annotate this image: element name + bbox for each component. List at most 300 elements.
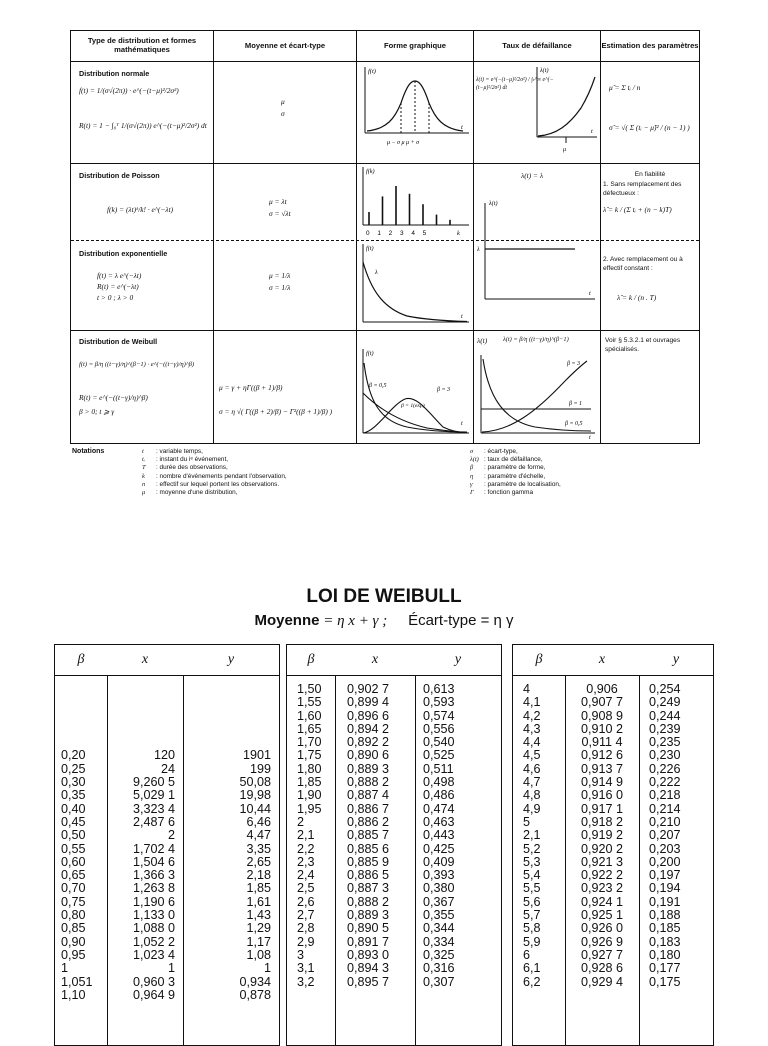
table-row bbox=[55, 949, 279, 962]
exponential-density-graph bbox=[357, 242, 473, 330]
column-header: x bbox=[107, 645, 183, 676]
table-row bbox=[513, 962, 713, 975]
y-cell: 0,574 bbox=[423, 708, 455, 723]
weibull-sd: σ = η √( Γ((β + 2)/β) − Γ²((β + 1)/β) ) bbox=[219, 407, 333, 416]
beta-cell: 2 bbox=[297, 814, 305, 829]
x-cell: 0,899 4 bbox=[347, 695, 390, 710]
normal-density-graph bbox=[357, 63, 473, 163]
poisson-est-case2: 2. Avec remplacement ou à effectif constant : bbox=[603, 256, 683, 272]
beta-cell: 1,80 bbox=[297, 761, 322, 776]
x-cell: 0,917 1 bbox=[580, 801, 624, 816]
y-cell: 0,443 bbox=[423, 828, 455, 843]
x-cell: 1,133 0 bbox=[132, 908, 175, 923]
table-row bbox=[55, 776, 279, 789]
beta-cell: 3,2 bbox=[297, 974, 315, 989]
notation-item: η : paramètre d'échelle, bbox=[470, 472, 546, 480]
x-cell: 0,891 7 bbox=[347, 934, 390, 949]
x-cell: 0,902 7 bbox=[347, 682, 390, 696]
beta-cell: 0,75 bbox=[61, 894, 86, 909]
beta-cell: 0,70 bbox=[61, 881, 86, 896]
normal-failure-rate-graph bbox=[531, 63, 599, 163]
x-cell: 0,922 2 bbox=[580, 868, 624, 883]
x-cell: 0,886 7 bbox=[347, 801, 390, 816]
poisson-sd: σ = √λt bbox=[269, 209, 291, 218]
y-cell: 1,29 bbox=[246, 921, 271, 936]
poisson-est-heading: En fiabilité bbox=[634, 171, 666, 178]
normal-est-mu: μ̂ = Σ tᵢ / n bbox=[609, 83, 641, 92]
poisson-graph-xlabel: k bbox=[457, 230, 460, 237]
beta-cell: 1,50 bbox=[297, 682, 322, 696]
y-cell: 0,214 bbox=[649, 801, 681, 816]
table-row bbox=[513, 829, 713, 842]
y-cell: 0,613 bbox=[423, 682, 455, 696]
y-cell: 0,934 bbox=[239, 974, 271, 989]
x-cell: 0,889 3 bbox=[347, 761, 390, 776]
beta-cell: 2,7 bbox=[297, 908, 315, 923]
beta-cell: 0,90 bbox=[61, 934, 86, 949]
column-header: β bbox=[287, 645, 335, 676]
beta-cell: 1,75 bbox=[297, 748, 322, 763]
table-row bbox=[55, 843, 279, 856]
x-cell: 0,885 7 bbox=[347, 828, 390, 843]
x-cell: 3,323 4 bbox=[132, 801, 175, 816]
exponential-graph-ylabel: f(t) bbox=[366, 245, 374, 252]
table-row bbox=[513, 936, 713, 949]
table-row bbox=[513, 949, 713, 962]
y-cell: 0,244 bbox=[649, 708, 681, 723]
beta-cell: 5,2 bbox=[523, 841, 541, 856]
x-cell: 2 bbox=[167, 828, 175, 843]
beta-cell: 4,4 bbox=[523, 735, 541, 750]
poisson-title: Distribution de Poisson bbox=[79, 171, 160, 180]
y-cell: 0,210 bbox=[649, 814, 681, 829]
y-cell: 6,46 bbox=[246, 814, 271, 829]
beta-cell: 1,10 bbox=[61, 987, 86, 1002]
poisson-graph-ticks: 0 1 2 3 4 5 bbox=[366, 230, 430, 237]
x-cell: 0,894 2 bbox=[347, 721, 390, 736]
x-cell: 0,894 3 bbox=[347, 961, 390, 976]
table-row bbox=[55, 909, 279, 922]
header-failure-rate: Taux de défaillance bbox=[474, 31, 600, 62]
y-cell: 0,486 bbox=[423, 788, 455, 803]
y-cell: 0,316 bbox=[423, 961, 455, 976]
table-row bbox=[513, 882, 713, 895]
beta-cell: 3,1 bbox=[297, 961, 315, 976]
y-cell: 1,08 bbox=[246, 947, 271, 962]
table-row bbox=[287, 749, 501, 762]
notations-right bbox=[470, 448, 561, 497]
poisson-est-case2-formula: λ̂ = k / (n . T) bbox=[617, 293, 657, 302]
table-row bbox=[287, 696, 501, 709]
x-cell: 0,895 7 bbox=[347, 974, 390, 989]
normal-sd: σ bbox=[281, 109, 285, 118]
header-parameter-estimation: Estimation des paramètres bbox=[601, 31, 699, 62]
x-cell: 9,260 5 bbox=[132, 775, 175, 790]
beta-cell: 1,90 bbox=[297, 788, 322, 803]
beta-cell: 0,65 bbox=[61, 868, 86, 883]
weibull-graph-ylabel: f(t) bbox=[366, 350, 374, 357]
table-row bbox=[55, 696, 279, 709]
exponential-title: Distribution exponentielle bbox=[79, 249, 168, 258]
table-row bbox=[287, 776, 501, 789]
weibull-table-title: LOI DE WEIBULL bbox=[306, 586, 462, 607]
table-row bbox=[55, 816, 279, 829]
x-cell: 0,960 3 bbox=[132, 974, 175, 989]
x-cell: 1,504 6 bbox=[132, 854, 175, 869]
x-cell: 0,906 bbox=[586, 682, 618, 696]
y-cell: 0,380 bbox=[423, 881, 455, 896]
y-cell: 0,593 bbox=[423, 695, 455, 710]
table-row bbox=[287, 803, 501, 816]
x-cell: 0,924 1 bbox=[580, 894, 624, 909]
normal-rate-mu: μ bbox=[563, 146, 567, 153]
table-row bbox=[513, 856, 713, 869]
weibull-rate-ylabel: λ(t) bbox=[477, 336, 488, 345]
table-row bbox=[287, 710, 501, 723]
x-cell: 1 bbox=[167, 961, 175, 976]
beta-cell: 4,7 bbox=[523, 775, 541, 790]
table-row bbox=[55, 710, 279, 723]
beta-cell: 4,3 bbox=[523, 721, 541, 736]
y-cell: 0,207 bbox=[649, 828, 681, 843]
beta-cell: 2,2 bbox=[297, 841, 315, 856]
table-row bbox=[287, 683, 501, 696]
table-row bbox=[55, 763, 279, 776]
table-row bbox=[287, 949, 501, 962]
x-cell: 0,925 1 bbox=[580, 908, 624, 923]
x-cell: 0,890 6 bbox=[347, 748, 390, 763]
y-cell: 0,200 bbox=[649, 854, 681, 869]
y-cell: 2,65 bbox=[246, 854, 271, 869]
beta-cell: 5 bbox=[523, 814, 531, 829]
weibull-table-block-1 bbox=[54, 644, 280, 1046]
beta-cell: 1 bbox=[61, 961, 69, 976]
x-cell: 0,889 3 bbox=[347, 908, 390, 923]
beta-cell: 5,8 bbox=[523, 921, 541, 936]
x-cell: 0,928 6 bbox=[580, 961, 624, 976]
y-cell: 0,325 bbox=[423, 947, 455, 962]
table-row bbox=[55, 976, 279, 989]
weibull-est-text: Voir § 5.3.2.1 et ouvrages spécialisés. bbox=[605, 337, 681, 353]
y-cell: 0,194 bbox=[649, 881, 681, 896]
x-cell: 0,888 2 bbox=[347, 775, 390, 790]
notation-item: n : effectif sur lequel portent les observations. bbox=[142, 480, 280, 488]
y-cell: 0,307 bbox=[423, 974, 455, 989]
table-row bbox=[287, 763, 501, 776]
weibull-rate-xlabel: t bbox=[589, 434, 591, 441]
y-cell: 0,355 bbox=[423, 908, 455, 923]
notation-item: t : variable temps, bbox=[142, 448, 203, 455]
x-cell: 0,890 5 bbox=[347, 921, 390, 936]
table-row bbox=[287, 829, 501, 842]
poisson-graph bbox=[357, 165, 473, 240]
y-cell: 0,540 bbox=[423, 735, 455, 750]
y-cell: 0,183 bbox=[649, 934, 681, 949]
weibull-rate-label-3: β = 3 bbox=[567, 361, 581, 367]
beta-cell: 0,35 bbox=[61, 788, 86, 803]
exponential-f-formula: f(t) = λ e^(−λt) bbox=[97, 271, 142, 280]
x-cell: 0,923 2 bbox=[580, 881, 624, 896]
column-header: β bbox=[55, 645, 107, 676]
y-cell: 0,393 bbox=[423, 868, 455, 883]
poisson-rate-level: λ bbox=[477, 246, 480, 253]
notation-item: λ(t) : taux de défaillance, bbox=[470, 456, 543, 464]
beta-cell: 2,1 bbox=[523, 828, 541, 843]
weibull-failure-rate-graph bbox=[475, 351, 599, 441]
table-row bbox=[513, 976, 713, 989]
beta-cell: 0,45 bbox=[61, 814, 86, 829]
beta-cell: 0,95 bbox=[61, 947, 86, 962]
y-cell: 0,474 bbox=[423, 801, 455, 816]
y-cell: 0,249 bbox=[649, 695, 681, 710]
table-row bbox=[287, 856, 501, 869]
y-cell: 1 bbox=[263, 961, 271, 976]
table-row bbox=[287, 922, 501, 935]
beta-cell: 1,60 bbox=[297, 708, 322, 723]
weibull-rate-formula: λ(t) = β/η ((t−γ)/η)^(β−1) bbox=[503, 336, 569, 343]
weibull-graph-label-3: β = 3 bbox=[437, 387, 451, 393]
y-cell: 1,85 bbox=[246, 881, 271, 896]
beta-cell: 4,9 bbox=[523, 801, 541, 816]
table-row bbox=[287, 962, 501, 975]
beta-cell: 0,20 bbox=[61, 748, 86, 763]
beta-cell: 3 bbox=[297, 947, 305, 962]
x-cell: 0,918 2 bbox=[580, 814, 624, 829]
x-cell: 24 bbox=[160, 761, 175, 776]
table-row bbox=[513, 710, 713, 723]
beta-cell: 2,5 bbox=[297, 881, 315, 896]
y-cell: 0,180 bbox=[649, 947, 681, 962]
x-cell: 0,929 4 bbox=[580, 974, 624, 989]
notations-left bbox=[142, 448, 287, 497]
y-cell: 0,367 bbox=[423, 894, 455, 909]
beta-cell: 0,50 bbox=[61, 828, 86, 843]
table-row bbox=[287, 909, 501, 922]
beta-cell: 0,80 bbox=[61, 908, 86, 923]
beta-cell: 0,60 bbox=[61, 854, 86, 869]
table-row bbox=[55, 869, 279, 882]
exponential-sd: σ = 1/λ bbox=[269, 283, 291, 292]
y-cell: 50,08 bbox=[239, 775, 271, 790]
table-row bbox=[513, 723, 713, 736]
weibull-table-subtitle: Moyenne = η x + γ ; Écart-type = η γ bbox=[254, 612, 514, 629]
table-row bbox=[287, 896, 501, 909]
table-row bbox=[55, 922, 279, 935]
x-cell: 0,926 0 bbox=[580, 921, 624, 936]
notation-item: γ : paramètre de localisation, bbox=[470, 480, 561, 488]
y-cell: 1,17 bbox=[246, 934, 271, 949]
poisson-graph-ylabel: f(k) bbox=[366, 168, 375, 175]
table-row bbox=[55, 736, 279, 749]
table-row bbox=[513, 869, 713, 882]
weibull-density-graph bbox=[357, 333, 473, 441]
y-cell: 19,98 bbox=[239, 788, 271, 803]
y-cell: 0,334 bbox=[423, 934, 455, 949]
normal-title: Distribution normale bbox=[79, 69, 150, 78]
weibull-rate-label-1: β = 1 bbox=[569, 401, 583, 407]
column-header: x bbox=[335, 645, 415, 676]
exponential-conditions: t > 0 ; λ > 0 bbox=[97, 293, 134, 302]
normal-rate-ylabel: λ(t) bbox=[540, 67, 549, 74]
x-cell: 0,921 3 bbox=[580, 854, 624, 869]
beta-cell: 6,2 bbox=[523, 974, 541, 989]
normal-rate-formula: λ(t) = e^(−(t−μ)²/2σ²) / ∫ₜ^∞ e^(−(t−μ)²/2σ²) dt bbox=[476, 77, 554, 91]
poisson-rate-ylabel: λ(t) bbox=[489, 200, 498, 207]
column-header: y bbox=[639, 645, 713, 676]
poisson-est-case1-formula: λ̂ = k / (Σ tᵢ + (n − k)T) bbox=[603, 205, 672, 214]
weibull-f-formula: f(t) = β/η ((t−γ)/η)^(β−1) · e^(−((t−γ)/η)^β) bbox=[79, 361, 195, 368]
beta-cell: 0,55 bbox=[61, 841, 86, 856]
x-cell: 0,896 6 bbox=[347, 708, 390, 723]
table-row bbox=[513, 909, 713, 922]
y-cell: 2,18 bbox=[246, 868, 271, 883]
y-cell: 0,191 bbox=[649, 894, 681, 909]
normal-mean: μ bbox=[281, 97, 285, 106]
weibull-table-block-3 bbox=[512, 644, 714, 1046]
y-cell: 0,235 bbox=[649, 735, 681, 750]
x-cell: 1,263 8 bbox=[132, 881, 175, 896]
table-row bbox=[287, 789, 501, 802]
x-cell: 2,487 6 bbox=[132, 814, 175, 829]
weibull-table-block-2 bbox=[286, 644, 502, 1046]
table-row bbox=[55, 962, 279, 975]
y-cell: 0,511 bbox=[423, 761, 454, 776]
y-cell: 0,226 bbox=[649, 761, 681, 776]
weibull-conditions: β > 0; t ⩾ γ bbox=[79, 407, 115, 416]
table-row bbox=[287, 736, 501, 749]
beta-cell: 1,95 bbox=[297, 801, 322, 816]
x-cell: 0,885 6 bbox=[347, 841, 390, 856]
weibull-rate-label-05: β = 0,5 bbox=[565, 421, 583, 427]
y-cell: 0,344 bbox=[423, 921, 455, 936]
table-row bbox=[513, 776, 713, 789]
weibull-graph-label-1: β = 1(exp) bbox=[401, 403, 425, 409]
table-row bbox=[513, 763, 713, 776]
beta-cell: 4,6 bbox=[523, 761, 541, 776]
beta-cell: 4,2 bbox=[523, 708, 541, 723]
beta-cell: 5,4 bbox=[523, 868, 541, 883]
table-row bbox=[55, 683, 279, 696]
notation-item: σ : écart-type, bbox=[470, 448, 518, 455]
notation-item: μ : moyenne d'une distribution, bbox=[142, 488, 238, 496]
x-cell: 0,926 9 bbox=[580, 934, 624, 949]
x-cell: 0,911 4 bbox=[581, 735, 623, 750]
table-row bbox=[287, 869, 501, 882]
x-cell: 0,914 9 bbox=[580, 775, 624, 790]
beta-cell: 1,70 bbox=[297, 735, 322, 750]
column-header: x bbox=[565, 645, 639, 676]
table-row bbox=[55, 989, 279, 1002]
table-row bbox=[287, 723, 501, 736]
beta-cell: 1,65 bbox=[297, 721, 322, 736]
poisson-rate-xlabel: t bbox=[589, 290, 591, 297]
x-cell: 0,892 2 bbox=[347, 735, 390, 750]
weibull-title: Distribution de Weibull bbox=[79, 337, 158, 346]
header-graph-shape: Forme graphique bbox=[357, 31, 473, 62]
table-row bbox=[55, 856, 279, 869]
x-cell: 0,919 2 bbox=[580, 828, 624, 843]
weibull-graph-xlabel: t bbox=[461, 420, 463, 427]
x-cell: 1,023 4 bbox=[132, 947, 175, 962]
constant-failure-rate-graph bbox=[475, 191, 599, 306]
beta-cell: 2,4 bbox=[297, 868, 315, 883]
x-cell: 0,912 6 bbox=[580, 748, 624, 763]
y-cell: 0,525 bbox=[423, 748, 455, 763]
beta-cell: 0,25 bbox=[61, 761, 86, 776]
normal-graph-xlabel: t bbox=[461, 124, 463, 131]
column-header: y bbox=[183, 645, 279, 676]
beta-cell: 2,8 bbox=[297, 921, 315, 936]
x-cell: 0,893 0 bbox=[347, 947, 390, 962]
x-cell: 0,887 3 bbox=[347, 881, 390, 896]
exponential-r-formula: R(t) = e^(−λt) bbox=[97, 282, 139, 291]
column-header: y bbox=[415, 645, 501, 676]
beta-cell: 0,40 bbox=[61, 801, 86, 816]
beta-cell: 2,3 bbox=[297, 854, 315, 869]
y-cell: 0,218 bbox=[649, 788, 681, 803]
x-cell: 0,886 5 bbox=[347, 868, 390, 883]
table-row bbox=[287, 816, 501, 829]
table-row bbox=[513, 789, 713, 802]
table-row bbox=[55, 803, 279, 816]
y-cell: 0,197 bbox=[649, 868, 681, 883]
x-cell: 0,910 2 bbox=[580, 721, 624, 736]
beta-cell: 5,3 bbox=[523, 854, 541, 869]
x-cell: 5,029 1 bbox=[132, 788, 175, 803]
y-cell: 0,878 bbox=[239, 987, 271, 1002]
table-row bbox=[513, 696, 713, 709]
table-row bbox=[55, 936, 279, 949]
table-row bbox=[55, 723, 279, 736]
beta-cell: 4,8 bbox=[523, 788, 541, 803]
table-row bbox=[513, 803, 713, 816]
x-cell: 0,888 2 bbox=[347, 894, 390, 909]
x-cell: 0,908 9 bbox=[580, 708, 624, 723]
y-cell: 0,425 bbox=[423, 841, 455, 856]
x-cell: 1,702 4 bbox=[132, 841, 175, 856]
y-cell: 0,230 bbox=[649, 748, 681, 763]
y-cell: 10,44 bbox=[239, 801, 271, 816]
x-cell: 0,916 0 bbox=[580, 788, 624, 803]
column-header: β bbox=[513, 645, 565, 676]
beta-cell: 2,9 bbox=[297, 934, 315, 949]
notations-label: Notations bbox=[72, 448, 105, 455]
header-distribution-type: Type de distribution et formes mathématiques bbox=[71, 31, 213, 62]
beta-cell: 2,1 bbox=[297, 828, 315, 843]
exponential-graph-xlabel: t bbox=[461, 313, 463, 320]
y-cell: 1,43 bbox=[246, 908, 271, 923]
x-cell: 1,088 0 bbox=[132, 921, 175, 936]
y-cell: 0,177 bbox=[649, 961, 681, 976]
x-cell: 1,052 2 bbox=[132, 934, 175, 949]
x-cell: 0,907 7 bbox=[580, 695, 624, 710]
table-row bbox=[513, 749, 713, 762]
y-cell: 0,409 bbox=[423, 854, 455, 869]
table-row bbox=[513, 843, 713, 856]
poisson-rate-formula: λ(t) = λ bbox=[521, 171, 544, 180]
weibull-mean: μ = γ + ηΓ((β + 1)/β) bbox=[219, 383, 283, 392]
distribution-table bbox=[70, 30, 700, 444]
beta-cell: 6,1 bbox=[523, 961, 541, 976]
poisson-est-case1: 1. Sans remplacement des défectueux : bbox=[603, 181, 682, 197]
notation-item: k : nombre d'événements pendant l'observation, bbox=[142, 472, 287, 480]
poisson-f-formula: f(k) = (λt)ᵏ/k! · e^(−λt) bbox=[107, 205, 174, 214]
table-row bbox=[55, 829, 279, 842]
beta-cell: 4,1 bbox=[523, 695, 541, 710]
table-row bbox=[287, 882, 501, 895]
beta-cell: 5,9 bbox=[523, 934, 541, 949]
y-cell: 1,61 bbox=[246, 894, 271, 909]
